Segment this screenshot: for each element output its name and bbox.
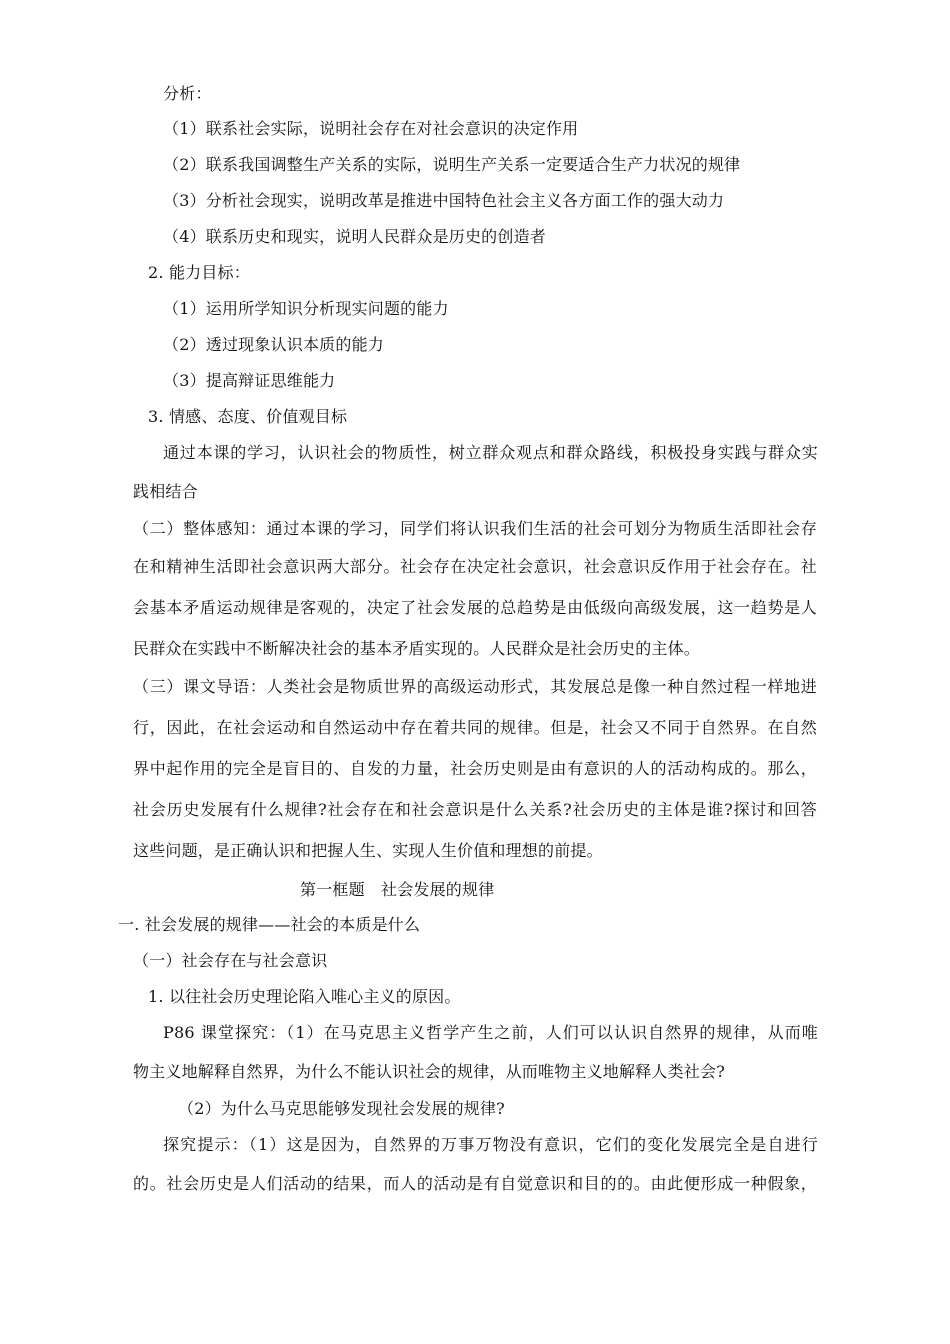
overall-perception-line-2: 在和精神生活即社会意识两大部分。社会存在决定社会意识，社会意识反作用于社会存在。社 <box>133 557 817 576</box>
emotion-goal-text-line-2: 践相结合 <box>133 482 198 501</box>
lesson-intro-line-5: 这些问题，是正确认识和把握人生、实现人生价值和理想的前提。 <box>133 841 603 860</box>
ability-goal-heading: 2. 能力目标： <box>148 263 250 282</box>
analysis-item-2: （2）联系我国调整生产关系的实际，说明生产关系一定要适合生产力状况的规律 <box>163 155 741 174</box>
overall-perception-line-4: 民群众在实践中不断解决社会的基本矛盾实现的。人民群众是社会历史的主体。 <box>133 639 701 658</box>
overall-perception-line-3: 会基本矛盾运动规律是客观的，决定了社会发展的总趋势是由低级向高级发展，这一趋势是人 <box>133 598 817 617</box>
ability-item-2: （2）透过现象认识本质的能力 <box>163 335 384 354</box>
inquiry-hint-line-2: 的。社会历史是人们活动的结果，而人的活动是有自觉意识和目的的。由此便形成一种假象， <box>133 1174 817 1193</box>
analysis-item-1: （1）联系社会实际，说明社会存在对社会意识的决定作用 <box>163 119 579 138</box>
ability-item-3: （3）提高辩证思维能力 <box>163 371 336 390</box>
lesson-intro-line-2: 行，因此，在社会运动和自然运动中存在着共同的规律。但是，社会又不同于自然界。在自然 <box>133 718 817 737</box>
point-heading-1: 1. 以往社会历史理论陷入唯心主义的原因。 <box>148 987 461 1006</box>
lesson-intro-line-4: 社会历史发展有什么规律?社会存在和社会意识是什么关系?社会历史的主体是谁?探讨和回答 <box>133 800 817 819</box>
section-heading-1: 一. 社会发展的规律——社会的本质是什么 <box>118 915 421 934</box>
section-title: 第一框题 社会发展的规律 <box>300 880 495 899</box>
emotion-goal-text-line-1: 通过本课的学习，认识社会的物质性，树立群众观点和群众路线，积极投身实践与群众实 <box>163 443 818 462</box>
overall-perception-line-1: （二）整体感知：通过本课的学习，同学们将认识我们生活的社会可划分为物质生活即社会存 <box>133 519 817 538</box>
class-inquiry-line-1: P86 课堂探究：（1）在马克思主义哲学产生之前，人们可以认识自然界的规律，从而唯 <box>163 1023 818 1042</box>
analysis-item-3: （3）分析社会现实，说明改革是推进中国特色社会主义各方面工作的强大动力 <box>163 191 725 210</box>
emotion-goal-heading: 3. 情感、态度、价值观目标 <box>148 407 348 426</box>
analysis-item-4: （4）联系历史和现实，说明人民群众是历史的创造者 <box>163 227 546 246</box>
subsection-heading-1: （一）社会存在与社会意识 <box>133 951 328 970</box>
ability-item-1: （1）运用所学知识分析现实问题的能力 <box>163 299 449 318</box>
lesson-intro-line-1: （三）课文导语：人类社会是物质世界的高级运动形式，其发展总是像一种自然过程一样地进 <box>133 677 817 696</box>
inquiry-hint-line-1: 探究提示：（1）这是因为，自然界的万事万物没有意识，它们的变化发展完全是自进行 <box>163 1135 818 1154</box>
analysis-heading: 分析： <box>163 84 212 103</box>
class-inquiry-question-2: （2）为什么马克思能够发现社会发展的规律? <box>178 1099 505 1118</box>
class-inquiry-line-2: 物主义地解释自然界，为什么不能认识社会的规律，从而唯物主义地解释人类社会? <box>133 1062 725 1081</box>
lesson-intro-line-3: 界中起作用的完全是盲目的、自发的力量，社会历史则是由有意识的人的活动构成的。那么， <box>133 759 817 778</box>
